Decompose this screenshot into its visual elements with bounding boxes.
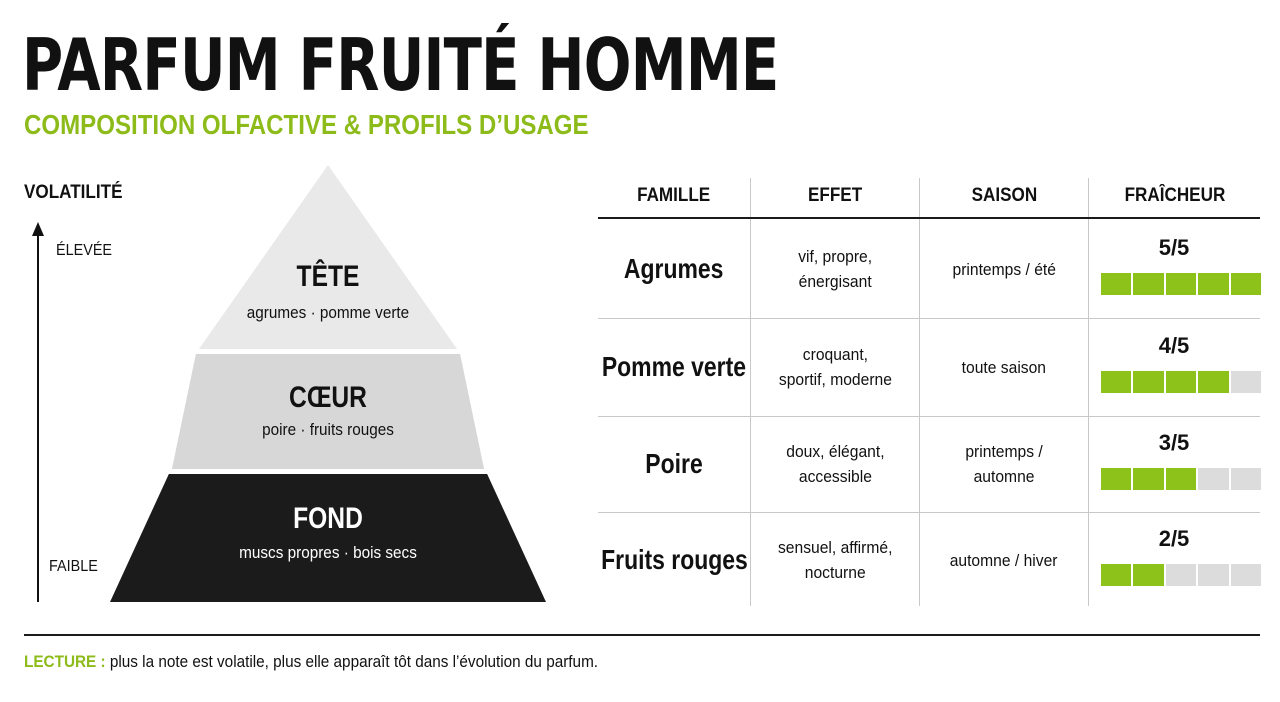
footer-lead: LECTURE : <box>24 652 106 671</box>
freshness-segment-filled <box>1231 273 1261 295</box>
freshness-segment-empty <box>1166 564 1196 586</box>
table-row <box>598 416 1260 512</box>
freshness-score: 5/5 <box>1158 235 1190 260</box>
footer-text: plus la note est volatile, plus elle apparaît tôt dans l’évolution du parfum. <box>109 652 599 671</box>
freshness-segment-filled <box>1101 273 1131 295</box>
table-row <box>598 512 1260 608</box>
layer-name-top: TÊTE <box>296 260 360 293</box>
column-header-famille: FAMILLE <box>637 185 711 206</box>
effect-text: sensuel, affirmé, <box>777 538 893 557</box>
effect-text: nocturne <box>804 563 866 582</box>
effect-text: énergisant <box>798 272 872 291</box>
table-row <box>598 319 1260 415</box>
freshness-segment-filled <box>1166 468 1196 490</box>
freshness-cell <box>1089 512 1260 608</box>
freshness-segment-filled <box>1198 371 1228 393</box>
freshness-score: 2/5 <box>1158 526 1190 551</box>
freshness-segment-filled <box>1198 273 1228 295</box>
effect-text: croquant, <box>802 345 868 364</box>
freshness-segment-filled <box>1166 371 1196 393</box>
season-text: automne <box>973 467 1035 486</box>
freshness-bar <box>1101 371 1261 393</box>
freshness-score: 3/5 <box>1158 430 1190 455</box>
olfactory-pyramid <box>110 165 546 602</box>
effect-text: doux, élégant, <box>785 442 885 461</box>
freshness-bar <box>1101 273 1261 295</box>
header-rule <box>598 217 1260 219</box>
freshness-segment-filled <box>1101 564 1131 586</box>
season-text: printemps / <box>965 442 1043 461</box>
axis-title: VOLATILITÉ <box>24 182 123 203</box>
layer-name-heart: CŒUR <box>289 381 367 414</box>
freshness-segment-empty <box>1198 564 1228 586</box>
table-row <box>598 221 1260 317</box>
freshness-segment-filled <box>1101 371 1131 393</box>
page-title: PARFUM FRUITÉ HOMME <box>22 23 779 107</box>
family-name: Fruits rouges <box>600 544 748 575</box>
effect-text: accessible <box>798 467 872 486</box>
season-text: automne / hiver <box>950 550 1058 570</box>
freshness-segment-empty <box>1198 468 1228 490</box>
freshness-segment-filled <box>1101 468 1131 490</box>
freshness-segment-empty <box>1231 371 1261 393</box>
volatility-arrow-icon <box>32 222 44 602</box>
freshness-segment-filled <box>1166 273 1196 295</box>
axis-high-label: ÉLEVÉE <box>56 242 113 259</box>
freshness-segment-empty <box>1231 468 1261 490</box>
column-header-fraicheur: FRAÎCHEUR <box>1124 185 1225 206</box>
effect-text: sportif, moderne <box>778 370 892 389</box>
layer-notes-base: muscs propres · bois secs <box>239 543 417 562</box>
season-text: toute saison <box>961 357 1047 377</box>
family-name: Pomme verte <box>601 351 747 382</box>
layer-notes-top: agrumes · pomme verte <box>246 303 410 322</box>
freshness-segment-filled <box>1133 468 1163 490</box>
freshness-cell <box>1089 416 1260 512</box>
freshness-segment-filled <box>1133 564 1163 586</box>
family-name: Agrumes <box>624 253 724 284</box>
footer-rule <box>24 634 1260 636</box>
freshness-segment-filled <box>1133 273 1163 295</box>
freshness-cell <box>1089 221 1260 317</box>
freshness-score: 4/5 <box>1158 333 1190 358</box>
freshness-bar <box>1101 468 1261 490</box>
usage-table <box>598 178 1260 606</box>
freshness-segment-filled <box>1133 371 1163 393</box>
freshness-cell <box>1089 319 1260 415</box>
effect-text: vif, propre, <box>798 247 872 266</box>
family-name: Poire <box>645 448 703 479</box>
column-header-effet: EFFET <box>807 185 863 206</box>
layer-notes-heart: poire · fruits rouges <box>262 420 394 439</box>
footer-note <box>24 652 598 672</box>
axis-low-label: FAIBLE <box>49 558 98 575</box>
freshness-bar <box>1101 564 1261 586</box>
layer-name-base: FOND <box>293 502 363 535</box>
freshness-segment-empty <box>1231 564 1261 586</box>
column-header-saison: SAISON <box>971 185 1037 206</box>
pyramid-layer-base <box>110 474 546 602</box>
season-text: printemps / été <box>952 259 1056 279</box>
page-subtitle: COMPOSITION OLFACTIVE & PROFILS D’USAGE <box>24 109 589 140</box>
